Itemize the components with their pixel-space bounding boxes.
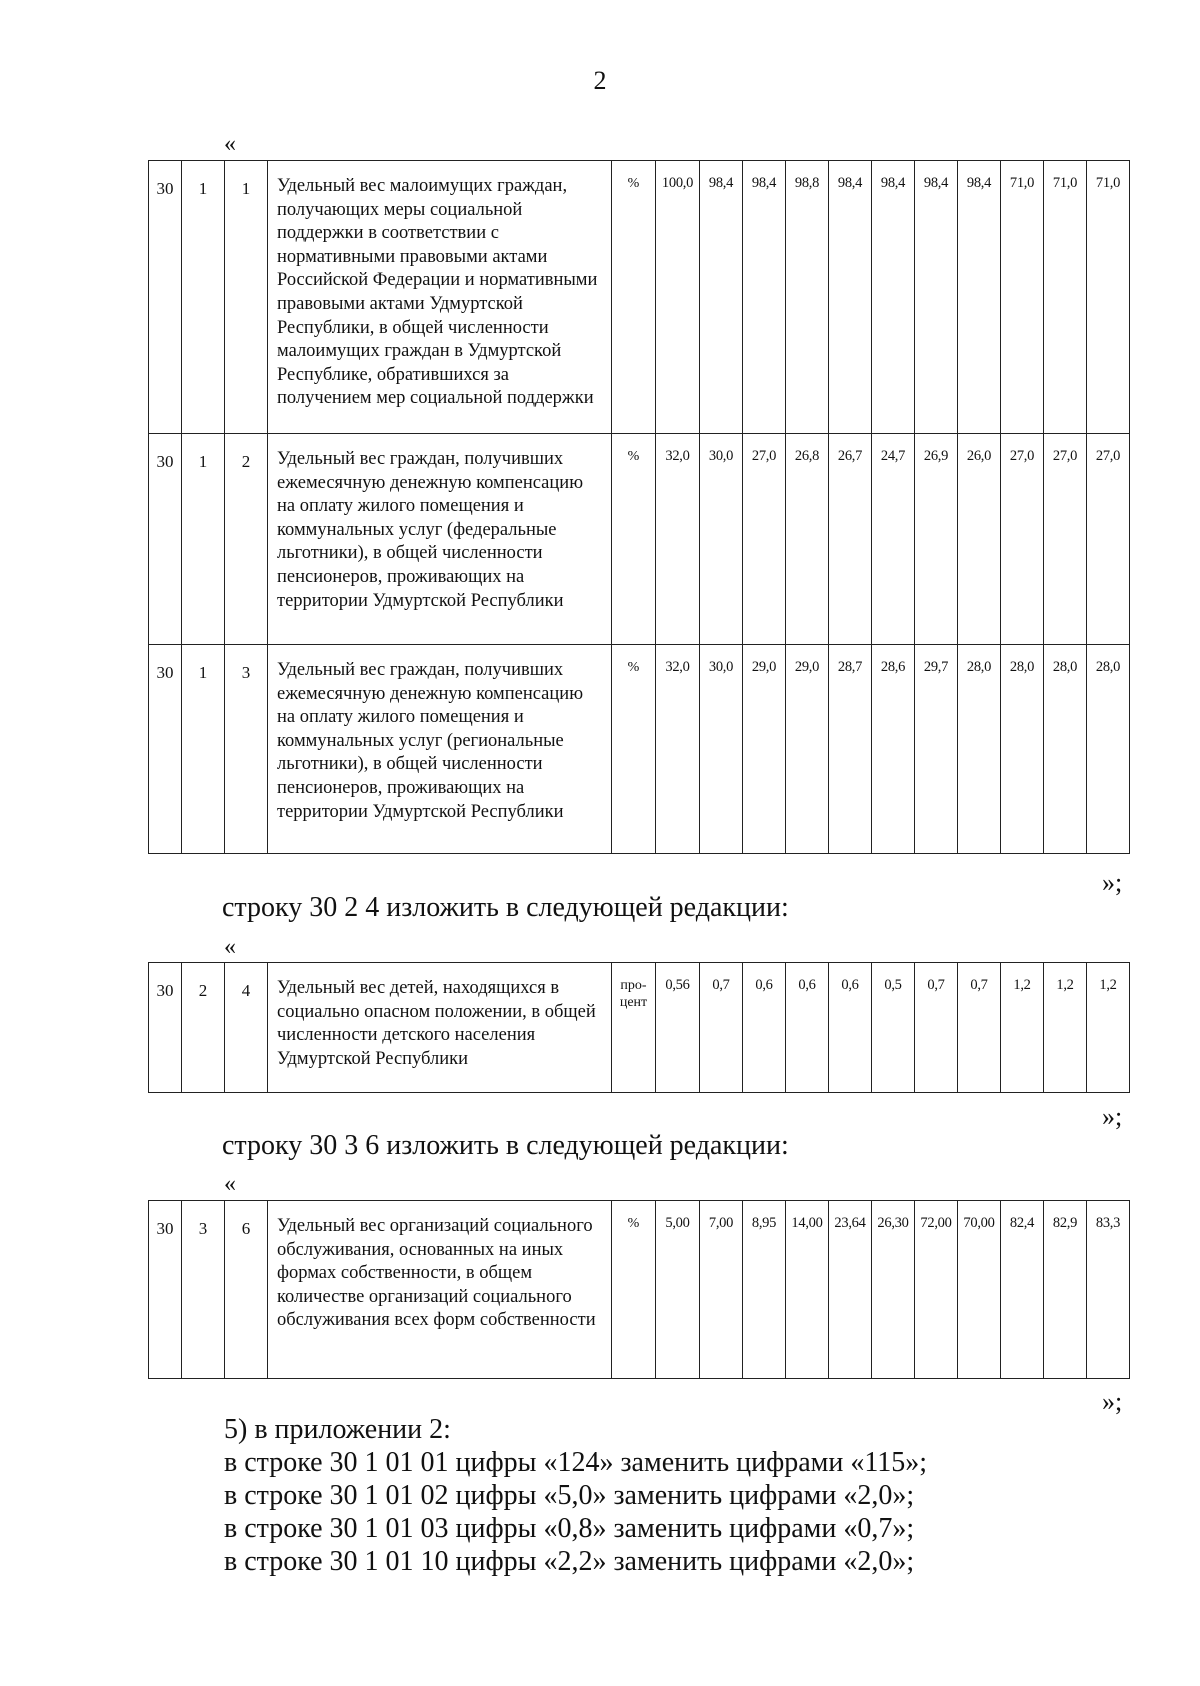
code-item: 1 <box>225 161 268 434</box>
code-item: 2 <box>225 434 268 645</box>
value-cell: 72,00 <box>915 1201 958 1379</box>
value-cell: 29,0 <box>743 645 786 854</box>
indicator-table-2 <box>148 962 1130 1093</box>
value-cell: 82,4 <box>1001 1201 1044 1379</box>
value-cell: 0,7 <box>915 963 958 1093</box>
value-cell: 98,4 <box>872 161 915 434</box>
open-quote: « <box>224 131 236 157</box>
table-row <box>149 645 1130 854</box>
code-section: 30 <box>149 161 182 434</box>
value-cell: 71,0 <box>1044 161 1087 434</box>
value-cell: 28,0 <box>1001 645 1044 854</box>
value-cell: 27,0 <box>1001 434 1044 645</box>
value-cell: 26,7 <box>829 434 872 645</box>
code-subsection: 1 <box>182 645 225 854</box>
unit-cell: % <box>612 645 656 854</box>
close-quote: »; <box>1102 1102 1123 1131</box>
value-cell: 32,0 <box>656 645 700 854</box>
value-cell: 27,0 <box>743 434 786 645</box>
appendix-2-intro: 5) в приложении 2: <box>224 1414 451 1445</box>
close-quote: »; <box>1102 1387 1123 1416</box>
code-subsection: 3 <box>182 1201 225 1379</box>
code-item: 6 <box>225 1201 268 1379</box>
value-cell: 26,30 <box>872 1201 915 1379</box>
value-cell: 98,4 <box>700 161 743 434</box>
value-cell: 98,4 <box>915 161 958 434</box>
value-cell: 0,7 <box>700 963 743 1093</box>
value-cell: 98,4 <box>829 161 872 434</box>
indicator-description: Удельный вес граждан, получивших ежемесячную денежную компенсацию на оплату жилого помещения и коммунальных услуг (федеральные льготники), в общей численности пенсионеров, проживающих на территории Удмуртской Республики <box>268 434 612 645</box>
value-cell: 83,3 <box>1087 1201 1130 1379</box>
unit-cell: % <box>612 161 656 434</box>
value-cell: 32,0 <box>656 434 700 645</box>
value-cell: 0,6 <box>743 963 786 1093</box>
indicator-table-3 <box>148 1200 1130 1379</box>
value-cell: 0,6 <box>829 963 872 1093</box>
table-row <box>149 434 1130 645</box>
value-cell: 24,7 <box>872 434 915 645</box>
open-quote: « <box>224 1171 236 1197</box>
replacement-line: в строке 30 1 01 01 цифры «124» заменить цифрами «115»; <box>224 1447 928 1478</box>
indicator-description: Удельный вес граждан, получивших ежемесячную денежную компенсацию на оплату жилого помещения и коммунальных услуг (региональные льготники), в общей численности пенсионеров, проживающих на территории Удмуртской Республики <box>268 645 612 854</box>
code-subsection: 2 <box>182 963 225 1093</box>
table-row <box>149 963 1130 1093</box>
indicator-description: Удельный вес детей, находящихся в социально опасном положении, в общей численности детского населения Удмуртской Республики <box>268 963 612 1093</box>
value-cell: 98,4 <box>743 161 786 434</box>
code-section: 30 <box>149 434 182 645</box>
replacement-line: в строке 30 1 01 03 цифры «0,8» заменить цифрами «0,7»; <box>224 1513 915 1544</box>
value-cell: 23,64 <box>829 1201 872 1379</box>
indicator-description: Удельный вес организаций социального обслуживания, основанных на иных формах собственности, в общем количестве организаций социального обслуживания всех форм собственности <box>268 1201 612 1379</box>
value-cell: 26,8 <box>786 434 829 645</box>
table-row <box>149 1201 1130 1379</box>
code-subsection: 1 <box>182 161 225 434</box>
unit-cell: % <box>612 434 656 645</box>
indicator-description: Удельный вес малоимущих граждан, получающих меры социальной поддержки в соответствии с нормативными правовыми актами Российской Федерации и нормативными правовыми актами Удмуртской Республики, в общей численности малоимущих граждан в Удмуртской Республике, обратившихся за получением мер социальной поддержки <box>268 161 612 434</box>
replacement-line: в строке 30 1 01 02 цифры «5,0» заменить цифрами «2,0»; <box>224 1480 915 1511</box>
value-cell: 0,6 <box>786 963 829 1093</box>
value-cell: 0,56 <box>656 963 700 1093</box>
value-cell: 1,2 <box>1044 963 1087 1093</box>
value-cell: 98,8 <box>786 161 829 434</box>
value-cell: 27,0 <box>1044 434 1087 645</box>
amendment-heading-30-3-6: строку 30 3 6 изложить в следующей редакции: <box>222 1130 789 1161</box>
value-cell: 26,0 <box>958 434 1001 645</box>
value-cell: 27,0 <box>1087 434 1130 645</box>
value-cell: 82,9 <box>1044 1201 1087 1379</box>
value-cell: 5,00 <box>656 1201 700 1379</box>
unit-cell: % <box>612 1201 656 1379</box>
code-section: 30 <box>149 1201 182 1379</box>
value-cell: 26,9 <box>915 434 958 645</box>
table-row <box>149 161 1130 434</box>
code-section: 30 <box>149 963 182 1093</box>
value-cell: 29,0 <box>786 645 829 854</box>
value-cell: 28,0 <box>958 645 1001 854</box>
amendment-heading-30-2-4: строку 30 2 4 изложить в следующей редакции: <box>222 892 789 923</box>
value-cell: 70,00 <box>958 1201 1001 1379</box>
value-cell: 14,00 <box>786 1201 829 1379</box>
code-subsection: 1 <box>182 434 225 645</box>
value-cell: 100,0 <box>656 161 700 434</box>
value-cell: 71,0 <box>1087 161 1130 434</box>
value-cell: 0,5 <box>872 963 915 1093</box>
value-cell: 30,0 <box>700 645 743 854</box>
value-cell: 28,0 <box>1087 645 1130 854</box>
value-cell: 98,4 <box>958 161 1001 434</box>
open-quote: « <box>224 934 236 960</box>
value-cell: 28,6 <box>872 645 915 854</box>
close-quote: »; <box>1102 868 1123 897</box>
value-cell: 28,0 <box>1044 645 1087 854</box>
value-cell: 28,7 <box>829 645 872 854</box>
value-cell: 29,7 <box>915 645 958 854</box>
value-cell: 7,00 <box>700 1201 743 1379</box>
value-cell: 71,0 <box>1001 161 1044 434</box>
replacement-line: в строке 30 1 01 10 цифры «2,2» заменить цифрами «2,0»; <box>224 1546 915 1577</box>
page-number: 2 <box>593 66 607 95</box>
code-item: 3 <box>225 645 268 854</box>
value-cell: 1,2 <box>1087 963 1130 1093</box>
value-cell: 8,95 <box>743 1201 786 1379</box>
value-cell: 1,2 <box>1001 963 1044 1093</box>
code-item: 4 <box>225 963 268 1093</box>
code-section: 30 <box>149 645 182 854</box>
indicator-table-1 <box>148 160 1130 854</box>
value-cell: 30,0 <box>700 434 743 645</box>
value-cell: 0,7 <box>958 963 1001 1093</box>
unit-cell: про- цент <box>612 963 656 1093</box>
